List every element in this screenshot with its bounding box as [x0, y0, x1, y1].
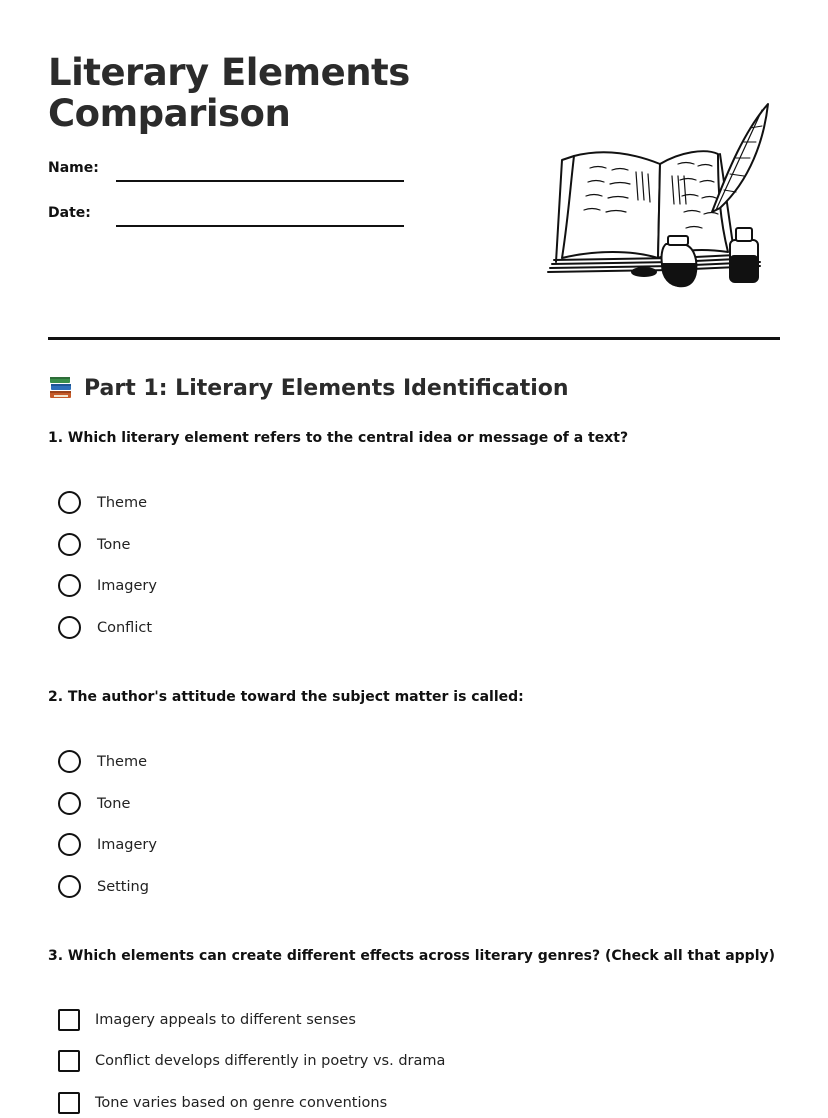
part-1-heading-text: Part 1: Literary Elements Identification: [84, 375, 569, 401]
q2-option-4[interactable]: [58, 875, 149, 898]
name-label: Name:: [48, 160, 99, 176]
q1-option-3[interactable]: [58, 574, 157, 597]
radio-button[interactable]: [58, 574, 81, 597]
date-field[interactable]: [116, 225, 404, 227]
radio-button[interactable]: [58, 833, 81, 856]
option-label: Conflict develops differently in poetry vs. drama: [95, 1053, 446, 1069]
q1-option-2[interactable]: [58, 533, 130, 556]
question-2: 2. The author's attitude toward the subject matter is called:: [48, 689, 524, 705]
radio-button[interactable]: [58, 750, 81, 773]
radio-button[interactable]: [58, 616, 81, 639]
option-label: Tone varies based on genre conventions: [95, 1095, 388, 1111]
radio-button[interactable]: [58, 491, 81, 514]
option-label: Theme: [97, 753, 148, 770]
title-line-1: Literary Elements: [48, 51, 410, 94]
radio-button[interactable]: [58, 792, 81, 815]
radio-button[interactable]: [58, 875, 81, 898]
date-label: Date:: [48, 205, 91, 221]
option-label: Imagery appeals to different senses: [95, 1012, 356, 1028]
checkbox[interactable]: [58, 1009, 80, 1031]
q1-option-4[interactable]: [58, 616, 152, 639]
option-label: Tone: [97, 536, 131, 553]
option-label: Setting: [97, 878, 149, 895]
question-1: 1. Which literary element refers to the central idea or message of a text?: [48, 430, 629, 446]
q2-option-2[interactable]: [58, 792, 130, 815]
question-3: 3. Which elements can create different effects across literary genres? (Check all that apply): [48, 948, 776, 964]
checkbox[interactable]: [58, 1092, 80, 1114]
title-line-2: Comparison: [48, 92, 291, 135]
q3-option-3[interactable]: [58, 1092, 387, 1114]
q3-option-1[interactable]: [58, 1009, 356, 1031]
q2-option-3[interactable]: [58, 833, 157, 856]
part-1-heading: [48, 374, 569, 402]
section-divider: [48, 337, 780, 340]
q1-option-1[interactable]: [58, 491, 147, 514]
name-field[interactable]: [116, 180, 404, 182]
q2-option-1[interactable]: [58, 750, 147, 773]
radio-button[interactable]: [58, 533, 81, 556]
open-book-quill-ink-icon: [540, 100, 780, 295]
option-label: Imagery: [97, 836, 157, 853]
worksheet-title: [48, 52, 410, 134]
option-label: Theme: [97, 494, 148, 511]
q3-option-2[interactable]: [58, 1050, 445, 1072]
option-label: Tone: [97, 795, 131, 812]
books-icon: [48, 374, 74, 402]
checkbox[interactable]: [58, 1050, 80, 1072]
option-label: Conflict: [97, 619, 153, 636]
option-label: Imagery: [97, 577, 157, 594]
